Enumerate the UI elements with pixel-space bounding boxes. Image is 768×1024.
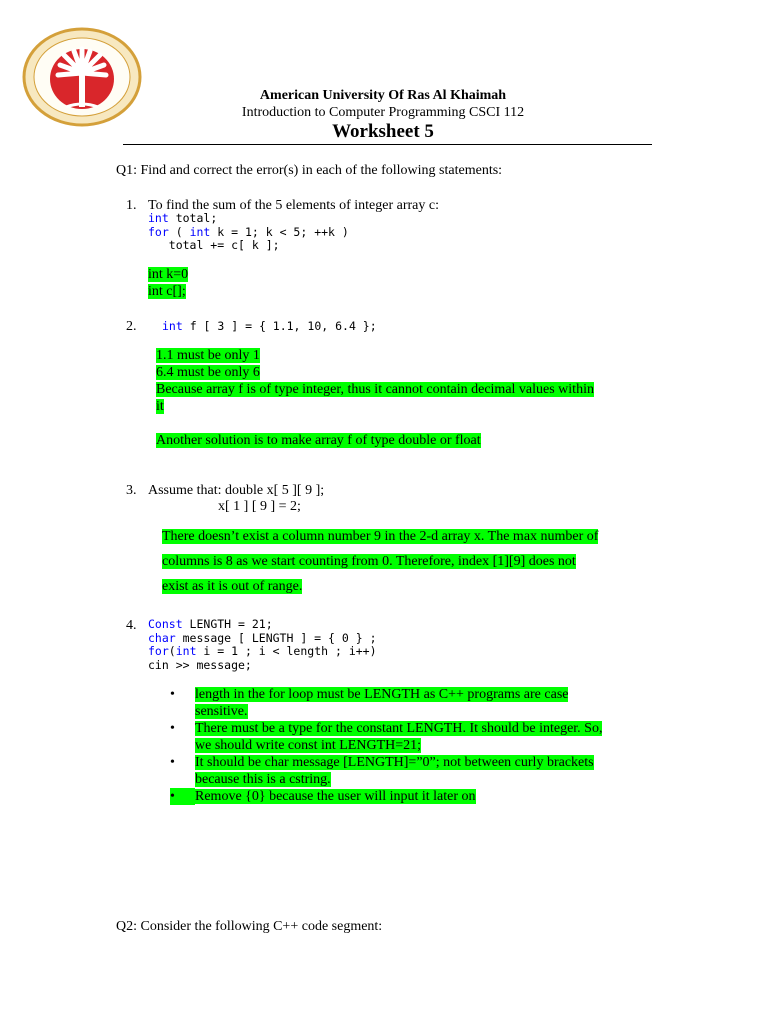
list-item bbox=[170, 720, 650, 754]
item3-number: 3. bbox=[126, 483, 137, 498]
bullet-icon: • bbox=[170, 687, 175, 702]
list-item bbox=[170, 788, 650, 805]
header-divider bbox=[123, 144, 652, 145]
code-line: char message [ LENGTH ] = { 0 } ; bbox=[148, 630, 377, 645]
item3-answer-line2: columns is 8 as we start counting from 0. Therefore, index [1][9] does not bbox=[162, 554, 576, 569]
code-line: for ( int k = 1; k < 5; ++k ) bbox=[148, 224, 349, 239]
bullet1-line2: sensitive. bbox=[195, 704, 248, 719]
item1-number: 1. bbox=[126, 198, 137, 213]
item1-answer bbox=[148, 266, 188, 300]
item2-answer bbox=[156, 347, 656, 449]
item3-answer-line3: exist as it is out of range. bbox=[162, 579, 303, 594]
item2-answer-line1: 1.1 must be only 1 bbox=[156, 348, 260, 363]
bullet-icon: • bbox=[170, 721, 175, 736]
bullet2-line1: There must be a type for the constant LENGTH. It should be integer. So, bbox=[195, 721, 603, 736]
bullet-icon: • bbox=[170, 788, 195, 805]
code-line: int total; bbox=[148, 211, 218, 225]
item1-code bbox=[148, 212, 349, 253]
item2-answer-alt: Another solution is to make array f of type double or float bbox=[156, 433, 481, 448]
bullet-icon: • bbox=[170, 755, 175, 770]
course-title: Introduction to Computer Programming CSCI 112 bbox=[241, 105, 525, 120]
item3-line2: x[ 1 ] [ 9 ] = 2; bbox=[218, 499, 301, 514]
item3-line1: Assume that: double x[ 5 ][ 9 ]; bbox=[148, 483, 325, 498]
bullet3-line2: because this is a cstring. bbox=[195, 772, 331, 787]
item4-code bbox=[148, 618, 377, 672]
bullet2-line2: we should write const int LENGTH=21; bbox=[195, 738, 422, 753]
item2-number: 2. bbox=[126, 319, 137, 334]
q2-prompt: Q2: Consider the following C++ code segment: bbox=[116, 919, 383, 934]
q1-prompt: Q1: Find and correct the error(s) in each of the following statements: bbox=[116, 163, 503, 178]
item1-text: To find the sum of the 5 elements of integer array c: bbox=[148, 198, 439, 213]
item2-code bbox=[162, 320, 377, 334]
item4-bullet-list bbox=[170, 686, 650, 805]
bullet1-line1: length in the for loop must be LENGTH as C++ programs are case bbox=[195, 687, 569, 702]
code-line: cin >> message; bbox=[148, 657, 252, 672]
item1-answer-line1: int k=0 bbox=[148, 267, 189, 282]
item3-answer bbox=[162, 524, 598, 599]
list-item bbox=[170, 754, 650, 788]
code-line: total += c[ k ]; bbox=[148, 238, 280, 252]
item2-answer-line4: it bbox=[156, 399, 164, 414]
list-item bbox=[170, 686, 650, 720]
item2-answer-line3: Because array f is of type integer, thus it cannot contain decimal values within bbox=[156, 382, 594, 397]
code-line: for(int i = 1 ; i < length ; i++) bbox=[148, 644, 377, 658]
bullet4-line1: Remove {0} because the user will input it later on bbox=[195, 789, 476, 804]
university-name: American University Of Ras Al Khaimah bbox=[259, 88, 507, 103]
worksheet-title: Worksheet 5 bbox=[332, 121, 434, 142]
item3-answer-line1: There doesn’t exist a column number 9 in the 2-d array x. The max number of bbox=[162, 529, 599, 544]
code-line: int f [ 3 ] = { 1.1, 10, 6.4 }; bbox=[162, 319, 377, 333]
item4-number: 4. bbox=[126, 618, 137, 633]
item2-answer-line2: 6.4 must be only 6 bbox=[156, 365, 260, 380]
bullet3-line1: It should be char message [LENGTH]=”0”; not between curly brackets bbox=[195, 755, 594, 770]
code-line: Const LENGTH = 21; bbox=[148, 617, 273, 631]
item1-answer-line2: int c[]; bbox=[148, 284, 186, 299]
